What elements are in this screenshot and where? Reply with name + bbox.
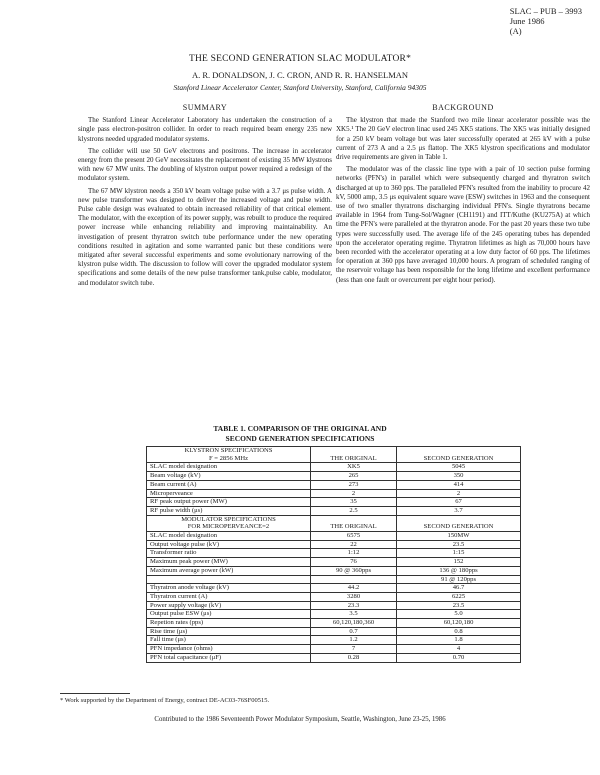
- second-generation-value-cell: 414: [397, 480, 521, 489]
- original-value-cell: 3.5: [310, 610, 396, 619]
- summary-paragraph: The 67 MW klystron needs a 350 kV beam voltage pulse with a 3.7 μs pulse width. A new pulse transformer was designed to deliver the increased voltage and pulse width. Pulse cable design was evaluated to obtain increased reliability of that critical element. The modulator, with the exception of its power supply, was rebuilt to produce the required power increase while enhancing reliability and improving maintainability. An investigation of present thyratron switch tube performance under the new operating conditions resulted in agitation and some warranted panic but these conditions were mitigated after several successful experiments and some evolutionary narrowing of the klystron pulse width. The discussion to follow will cover the upgraded modulator system specifications and some details of the new pulse transformer tank,pulse cable, modulator, and modulator switch tube.: [78, 186, 332, 287]
- parameter-cell: Transformer ratio: [147, 549, 311, 558]
- report-date: June 1986: [509, 16, 545, 26]
- summary-column: [78, 103, 332, 291]
- footnote: * Work supported by the Department of Energy, contract DE-AC03-76SF00515.: [60, 697, 270, 704]
- second-generation-value-cell: 136 @ 180pps: [397, 566, 521, 575]
- header-blank-cell: [310, 515, 396, 523]
- parameter-cell: RF peak output power (MW): [147, 498, 311, 507]
- column-header-original: THE ORIGINAL: [310, 455, 396, 463]
- second-generation-value-cell: 0.8: [397, 627, 521, 636]
- table-row: [147, 480, 521, 489]
- specifications-table: [146, 446, 521, 663]
- header-blank-cell: [310, 447, 396, 455]
- modulator-subheader-row: [147, 523, 521, 531]
- original-value-cell: [310, 575, 396, 584]
- parameter-cell: SLAC model designation: [147, 463, 311, 472]
- table-row: [147, 610, 521, 619]
- original-value-cell: 273: [310, 480, 396, 489]
- original-value-cell: 0.28: [310, 653, 396, 662]
- table-caption: [0, 424, 600, 444]
- second-generation-value-cell: 0.70: [397, 653, 521, 662]
- original-value-cell: 76: [310, 558, 396, 567]
- parameter-cell: PFN total capacitance (μF): [147, 653, 311, 662]
- second-generation-value-cell: 6225: [397, 592, 521, 601]
- summary-paragraph: The Stanford Linear Accelerator Laboratory has undertaken the construction of a single pass electron-positron collider. In order to reach required beam energy 235 new klystrons needed upgraded modulator systems.: [78, 116, 332, 143]
- parameter-cell: Output voltage pulse (kV): [147, 540, 311, 549]
- original-value-cell: 1.2: [310, 636, 396, 645]
- second-generation-value-cell: 1:15: [397, 549, 521, 558]
- summary-paragraph: The collider will use 50 GeV electrons and positrons. The increase in accelerator energy from the present 20 GeV necessitates the replacement of existing 35 MW klystrons with new 67 MW units. The doubling of klystron output power required a redesign of the modulator system.: [78, 146, 332, 183]
- parameter-cell: Maximum average power (kW): [147, 566, 311, 575]
- table-row: [147, 549, 521, 558]
- parameter-cell: [147, 575, 311, 584]
- original-value-cell: 1:12: [310, 549, 396, 558]
- table-row: [147, 636, 521, 645]
- parameter-cell: Thyratron current (A): [147, 592, 311, 601]
- klystron-section-title: KLYSTRON SPECIFICATIONS: [147, 447, 311, 455]
- column-header-second-generation: SECOND GENERATION: [397, 523, 521, 531]
- parameter-cell: SLAC model designation: [147, 532, 311, 541]
- footnote-rule: [60, 693, 130, 694]
- parameter-cell: Maximum peak power (MW): [147, 558, 311, 567]
- table-row: [147, 584, 521, 593]
- paper-authors: A. R. DONALDSON, J. C. CRON, AND R. R. HANSELMAN: [191, 70, 409, 80]
- modulator-section-title: MODULATOR SPECIFICATIONS: [147, 515, 311, 523]
- table-row: [147, 627, 521, 636]
- original-value-cell: 6575: [310, 532, 396, 541]
- second-generation-value-cell: 1.8: [397, 636, 521, 645]
- original-value-cell: 90 @ 360pps: [310, 566, 396, 575]
- original-value-cell: 44.2: [310, 584, 396, 593]
- original-value-cell: 7: [310, 645, 396, 654]
- report-number: SLAC – PUB – 3993: [509, 6, 582, 16]
- original-value-cell: 35: [310, 498, 396, 507]
- original-value-cell: 265: [310, 472, 396, 481]
- table-row: [147, 601, 521, 610]
- table-row: [147, 498, 521, 507]
- second-generation-value-cell: 91 @ 120pps: [397, 575, 521, 584]
- parameter-cell: Beam voltage (kV): [147, 472, 311, 481]
- background-paragraph: The klystron that made the Stanford two mile linear accelerator possible was the XK5.¹ The 20 GeV electron linac used 245 XK5 stations. The XK5 was initially designed for a 250 kV beam voltage but was later successfully operated at 265 kV with a pulse current of 273 A and a 2.5 μs flattop. The XK5 klystron specifications and modulator drive requirements are given in Table 1.: [336, 116, 590, 162]
- contribution-note: Contributed to the 1986 Seventeenth Power Modulator Symposium, Seattle, Washington, June 23-25, 1986: [154, 716, 446, 723]
- original-value-cell: 60,120,180,360: [310, 619, 396, 628]
- paper-affiliation: Stanford Linear Accelerator Center, Stanford University, Stanford, California 94305: [173, 83, 427, 92]
- table-row: [147, 558, 521, 567]
- parameter-cell: Thyratron anode voltage (kV): [147, 584, 311, 593]
- original-value-cell: 3280: [310, 592, 396, 601]
- second-generation-value-cell: 23.5: [397, 540, 521, 549]
- parameter-cell: Power supply voltage (kV): [147, 601, 311, 610]
- report-code: (A): [509, 26, 522, 36]
- klystron-subheader-row: [147, 455, 521, 463]
- table-row: [147, 472, 521, 481]
- parameter-cell: RF pulse width (μs): [147, 506, 311, 515]
- second-generation-value-cell: 5045: [397, 463, 521, 472]
- background-paragraph: The modulator was of the classic line type with a pair of 10 section pulse forming networks (PFN's) in parallel which were subsequently charged and thyratron switch discharged at up to 360 pps. The paralleled PFN's resulted from the inability to procure 42 kV, 5000 amp, 3.5 μs equivalent square wave (ESW) switches in 1963 and the consequent use of two smaller thyratrons discharging individual PFN's. Single thyratrons became available in 1964 from Tung-Sol/Wagner (CH1191) and ITT/Kuthe (KU275A) at which time the PFN's were paralleled at the thyratron anode. For the past 20 years these two tube types were successfully used. The average life of the 245 operating tubes has depended upon the accelerator operating regime. Thyratron lifetimes as high as 70,000 hours have been recorded with the accelerator operating at a low duty factor of 60 pps. The lifetimes for operation at 360 pps have averaged 10,000 hours. A program of scheduled ranging of the reservoir voltage has been responsible for the long lifetime and excellent performance (less than one fault or overcurrent per eight hour period).: [336, 165, 590, 284]
- table-caption-line: SECOND GENERATION SPECIFICATIONS: [225, 434, 375, 443]
- parameter-cell: Rise time (μs): [147, 627, 311, 636]
- second-generation-value-cell: 46.7: [397, 584, 521, 593]
- table-row: [147, 645, 521, 654]
- table-row: [147, 540, 521, 549]
- second-generation-value-cell: 150MW: [397, 532, 521, 541]
- second-generation-value-cell: 5.0: [397, 610, 521, 619]
- second-generation-value-cell: 350: [397, 472, 521, 481]
- second-generation-value-cell: 152: [397, 558, 521, 567]
- parameter-cell: Microperveance: [147, 489, 311, 498]
- table-row: [147, 575, 521, 584]
- second-generation-value-cell: 4: [397, 645, 521, 654]
- table-caption-line: TABLE 1. COMPARISON OF THE ORIGINAL AND: [213, 424, 387, 433]
- second-generation-value-cell: 60,120,180: [397, 619, 521, 628]
- original-value-cell: 22: [310, 540, 396, 549]
- table-row: [147, 592, 521, 601]
- table-row: [147, 489, 521, 498]
- table-row: [147, 532, 521, 541]
- table-row: [147, 619, 521, 628]
- parameter-cell: Fall time (μs): [147, 636, 311, 645]
- column-header-original: THE ORIGINAL: [310, 523, 396, 531]
- table-row: [147, 506, 521, 515]
- header-blank-cell: [397, 515, 521, 523]
- paper-title: THE SECOND GENERATION SLAC MODULATOR*: [188, 54, 412, 64]
- table-row: [147, 653, 521, 662]
- report-id: [510, 6, 582, 36]
- parameter-cell: Repetion rates (pps): [147, 619, 311, 628]
- parameter-cell: Output pulse ESW (μs): [147, 610, 311, 619]
- original-value-cell: 2.5: [310, 506, 396, 515]
- second-generation-value-cell: 2: [397, 489, 521, 498]
- table-row: [147, 566, 521, 575]
- modulator-header-row: [147, 515, 521, 523]
- background-heading: BACKGROUND: [432, 103, 494, 112]
- original-value-cell: 0.7: [310, 627, 396, 636]
- parameter-cell: Beam current (A): [147, 480, 311, 489]
- klystron-header-row: [147, 447, 521, 455]
- klystron-section-subtitle: F = 2856 MHz: [147, 455, 311, 463]
- background-column: [336, 103, 590, 288]
- table-row: [147, 463, 521, 472]
- header-blank-cell: [397, 447, 521, 455]
- original-value-cell: 23.3: [310, 601, 396, 610]
- second-generation-value-cell: 67: [397, 498, 521, 507]
- parameter-cell: PFN impedance (ohms): [147, 645, 311, 654]
- summary-heading: SUMMARY: [182, 103, 228, 112]
- column-header-second-generation: SECOND GENERATION: [397, 455, 521, 463]
- second-generation-value-cell: 3.7: [397, 506, 521, 515]
- original-value-cell: 2: [310, 489, 396, 498]
- original-value-cell: XK5: [310, 463, 396, 472]
- modulator-section-subtitle: FOR MICROPERVEANCE=2: [147, 523, 311, 531]
- second-generation-value-cell: 23.5: [397, 601, 521, 610]
